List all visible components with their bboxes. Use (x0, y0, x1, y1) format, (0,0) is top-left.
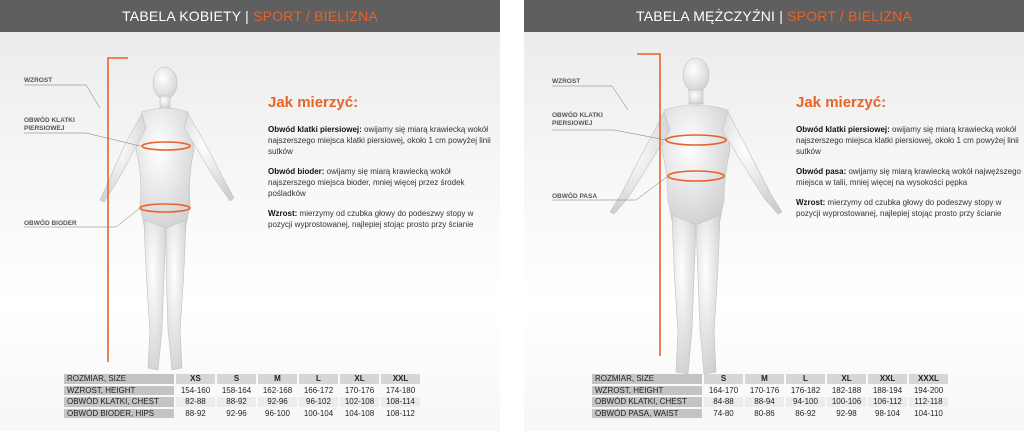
men-how-to-measure (796, 94, 1024, 228)
women-how-to-measure (268, 94, 500, 239)
women-mannequin (100, 67, 234, 370)
men-mannequin (610, 58, 782, 374)
women-chest-label-line1: OBWÓD KLATKI (24, 117, 75, 124)
men-chest-label (552, 112, 603, 128)
men-how-title: Jak mierzyć: (796, 94, 887, 111)
women-size-chart (0, 0, 500, 431)
table-header-row: ROZMIAR, SIZE XS S M L XL XXL (64, 374, 420, 384)
table-row: OBWÓD PASA, WAIST 74-80 80-86 86-92 92-98 98-104 104-110 (592, 409, 948, 419)
men-instruction-waist: Obwód pasa: owijamy się miarą krawiecką wokół najwęższego miejsca w talii, mniej więcej na wysokości pępka (796, 167, 1021, 187)
women-chest-label (24, 117, 75, 133)
men-waist-label: OBWÓD PASA (552, 193, 598, 200)
women-size-table (62, 372, 422, 420)
men-chest-label-line1: OBWÓD KLATKI (552, 112, 603, 119)
women-instruction-chest: Obwód klatki piersiowej: owijamy się miarą krawiecką wokół najszerszego miejsca klatki piersiowej, około 1 cm powyżej linii sutków (268, 125, 491, 156)
men-instruction-chest: Obwód klatki piersiowej: owijamy się miarą krawiecką wokół najszerszego miejsca klatki piersiowej, około 1 cm powyżej linii sutków (796, 125, 1019, 156)
men-size-table (590, 372, 950, 420)
table-row: OBWÓD KLATKI, CHEST 84-88 88-94 94-100 100-106 106-112 112-118 (592, 397, 948, 407)
women-hips-label: OBWÓD BIODER (24, 220, 77, 227)
table-header-row: ROZMIAR, SIZE S M L XL XXL XXXL (592, 374, 948, 384)
men-title: TABELA MĘŻCZYŹNI | (636, 8, 784, 24)
women-instruction-height: Wzrost: mierzymy od czubka głowy do podeszwy stopy w pozycji wyprostowanej, najlepiej stojąc prosto przy ścianie (268, 209, 474, 229)
women-title: TABELA KOBIETY | (122, 8, 249, 24)
table-row: WZROST, HEIGHT 154-160 158-164 162-168 166-172 170-176 174-180 (64, 386, 420, 396)
women-instruction-hips: Obwód bioder: owijamy się miarą krawiecką wokół najszerszego miejsca bioder, mniej więcej przez środek pośladków (268, 167, 465, 198)
women-chest-label-line2: PIERSIOWEJ (24, 125, 65, 132)
men-subtitle: SPORT / BIELIZNA (787, 8, 912, 24)
table-row: OBWÓD KLATKI, CHEST 82-88 88-92 92-96 96-102 102-108 108-114 (64, 397, 420, 407)
men-size-chart (524, 0, 1024, 431)
table-row: OBWÓD BIODER, HIPS 88-92 92-96 96-100 100-104 104-108 108-112 (64, 409, 420, 419)
men-instruction-height: Wzrost: mierzymy od czubka głowy do podeszwy stopy w pozycji wyprostowanej, najlepiej stojąc prosto przy ścianie (796, 198, 1002, 218)
women-how-title: Jak mierzyć: (268, 94, 359, 111)
women-subtitle: SPORT / BIELIZNA (253, 8, 378, 24)
men-height-label: WZROST (552, 78, 581, 85)
men-chest-label-line2: PIERSIOWEJ (552, 120, 593, 127)
women-height-label: WZROST (24, 77, 53, 84)
table-row: WZROST, HEIGHT 164-170 170-176 176-182 182-188 188-194 194-200 (592, 386, 948, 396)
